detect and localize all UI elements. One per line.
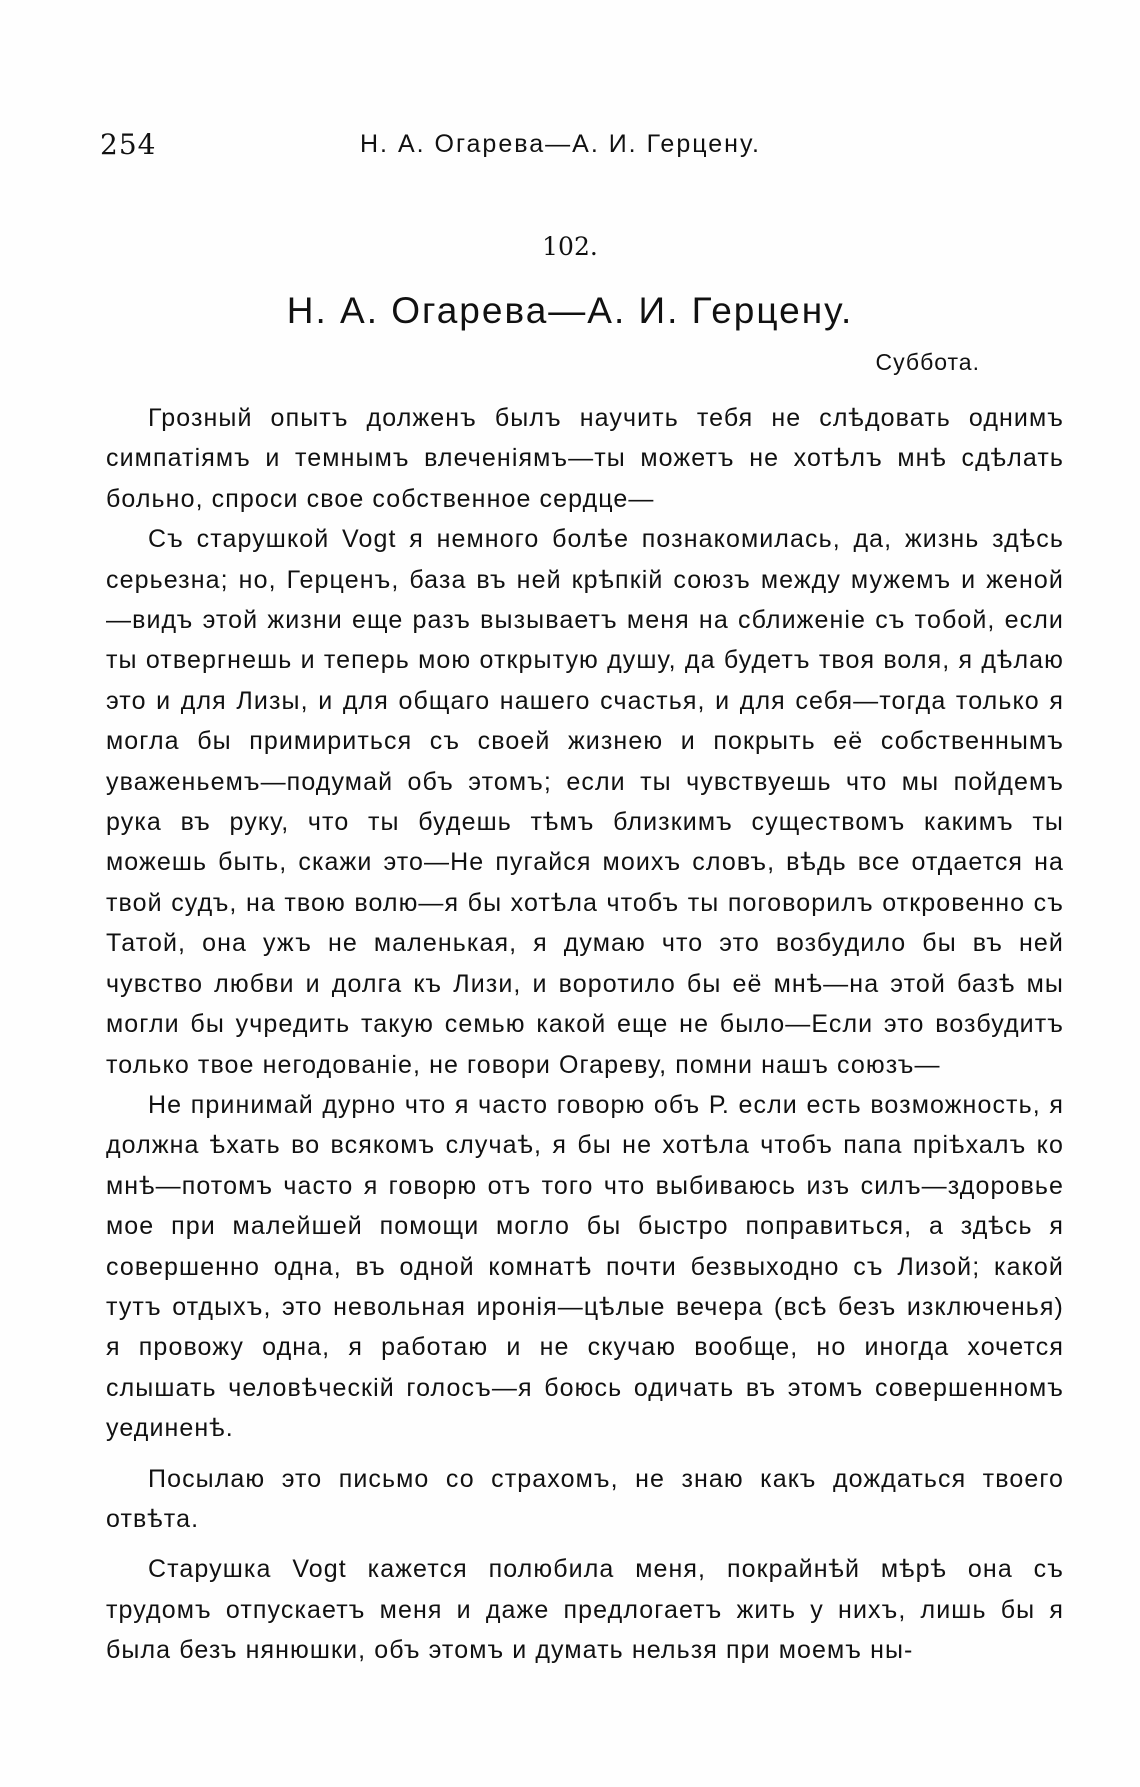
letter-date: Суббота. — [875, 349, 980, 375]
running-header — [100, 128, 980, 168]
letter-title: Н. А. Огарева—А. И. Герцену. — [286, 290, 854, 331]
paragraph: Старушка Vogt кажется полюбила меня, покрайнѣй мѣрѣ она съ трудомъ отпускаетъ меня и даже предлогаетъ жить у нихъ, лишь бы я была безъ нянюшки, объ этомъ и думать нельзя при моемъ ны- — [106, 1555, 1064, 1665]
paragraph: Не принимай дурно что я часто говорю объ Р. если есть возможность, я должна ѣхать во всякомъ случаѣ, я бы не хотѣла чтобъ папа пріѣхалъ ко мнѣ—потомъ часто я говорю отъ того что выбиваюсь изъ силъ—здоровье мое при малейшей помощи могло бы быстро поправиться, а здѣсь я совершенно одна, въ одной комнатѣ почти безвыходно съ Лизой; какой тутъ отдыхъ, это невольная иронія—цѣлые вечера (всѣ безъ изключенья) я провожу одна, я работаю и не скучаю вообще, но иногда хочется слышать человѣческій голосъ—я боюсь одичать въ этомъ совершенномъ уединенѣ. — [106, 1090, 1064, 1443]
letter-number: 102. — [542, 232, 598, 261]
letter-body — [106, 398, 1064, 1671]
running-title: Н. А. Огарева—А. И. Герцену. — [360, 130, 761, 158]
paragraph: Посылаю это письмо со страхомъ, не знаю какъ дождаться твоего отвѣта. — [106, 1464, 1064, 1533]
page-number: 254 — [100, 128, 157, 161]
paragraph: Грозный опытъ долженъ былъ научить тебя не слѣдовать однимъ симпатіямъ и темнымъ влеченіямъ—ты можетъ не хотѣлъ мнѣ сдѣлать больно, спроси свое собственное сердце— — [106, 404, 1064, 513]
paragraph: Съ старушкой Vogt я немного болѣе познакомилась, да, жизнь здѣсь серьезна; но, Герценъ, база въ ней крѣпкій союзъ между мужемъ и женой—видъ этой жизни еще разъ вызываетъ меня на сближеніе съ тобой, если ты отвергнешь и теперь мою открытую душу, да будетъ твоя воля, я дѣлаю это и для Лизы, и для общаго нашего счастья, и для себя—тогда только я могла бы примириться съ своей жизнею и покрыть её собственнымъ уваженьемъ—подумай объ этомъ; если ты чувствуешь что мы пойдемъ рука въ руку, что ты будешь тѣмъ близкимъ существомъ какимъ ты можешь быть, скажи это—Не пугайся моихъ словъ, вѣдь все отдается на твой судъ, на твою волю—я бы хотѣла чтобъ ты поговорилъ откровенно съ Татой, она ужъ не маленькая, я думаю что это возбудило бы въ ней чувство любви и долга къ Лизи, и воротило бы её мнѣ—на этой базѣ мы могли бы учредить такую семью какой еще не было—Если это возбудитъ только твое негодованіе, не говори Огареву, помни нашъ союзъ— — [106, 525, 1064, 1079]
